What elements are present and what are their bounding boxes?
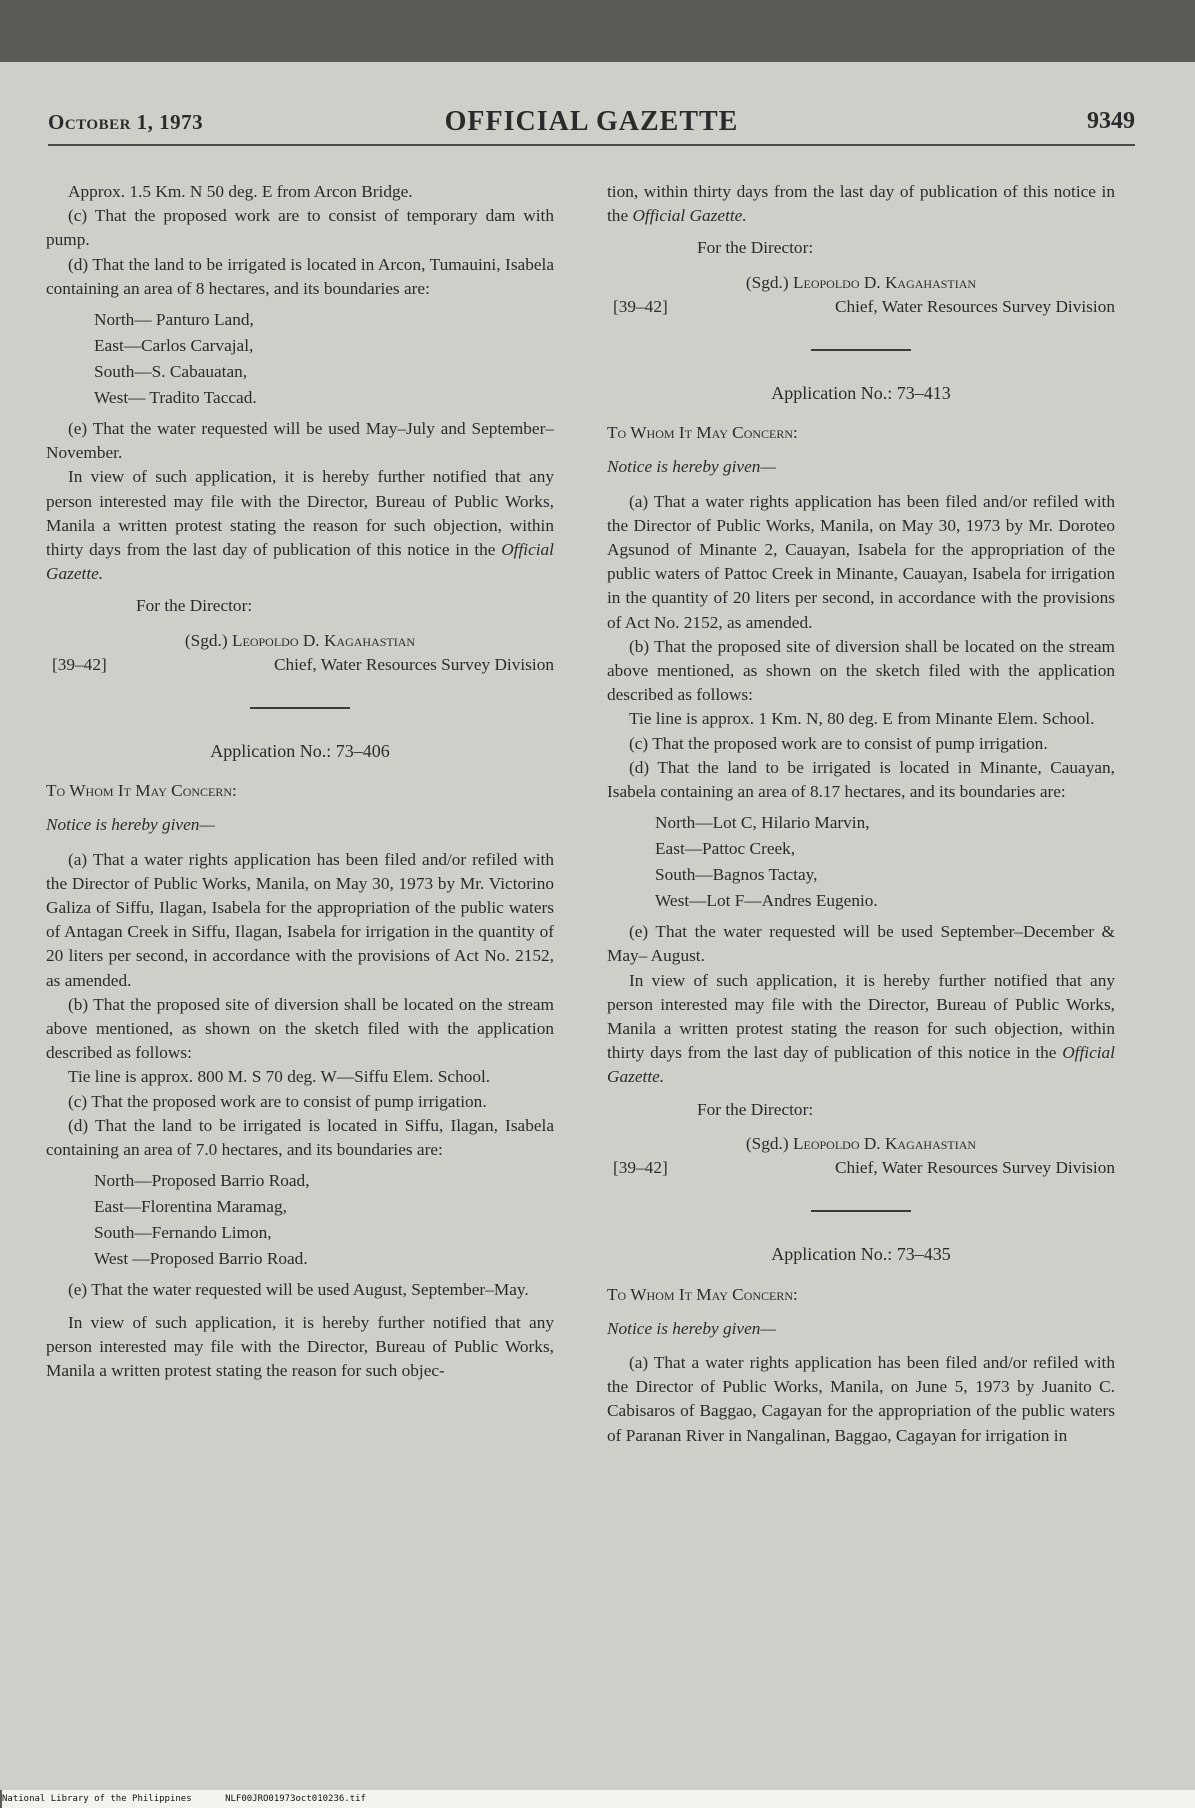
library-credit: National Library of the Philippines	[2, 1794, 192, 1804]
list-item: East—Pattoc Creek,	[655, 839, 796, 859]
scan-footer	[2, 1790, 1195, 1808]
sgd: (Sgd.)	[184, 630, 228, 650]
sgd: (Sgd.)	[745, 272, 789, 292]
boundary-list	[655, 810, 1115, 914]
signature-title-line	[46, 653, 554, 677]
list-item: North—Proposed Barrio Road,	[94, 1171, 310, 1191]
paragraph: (d) That the land to be irrigated is located in Siffu, Ilagan, Isabela containing an area of 7.0 hectares, and its boundaries are:	[46, 1115, 554, 1160]
issue-code: [39–42]	[613, 1158, 668, 1178]
for-director: For the Director:	[697, 1099, 814, 1119]
issue-code: [39–42]	[52, 654, 107, 674]
paragraph: (c) That the proposed work are to consist of pump irrigation.	[68, 1091, 487, 1111]
signatory-title: Chief, Water Resources Survey Division	[273, 654, 554, 674]
signature	[607, 271, 1115, 295]
left-column	[46, 180, 554, 1383]
list-item: South—Bagnos Tactay,	[655, 865, 818, 885]
paragraph: (c) That the proposed work are to consist of temporary dam with pump.	[46, 206, 554, 250]
paragraph: (a) That a water rights application has been filed and/or refiled with the Director of Public Works, Manila, on June 5, 1973 by Juanito C. Cabisaros of Baggao, Cagayan for the appropriation of the public waters of Paranan River in Nangalinan, Baggao, Cagayan for irrigation in	[607, 1352, 1115, 1445]
salutation: To Whom It May Concern:	[607, 423, 798, 443]
paragraph: (a) That a water rights application has been filed and/or refiled with the Director of Public Works, Manila, on May 30, 1973 by Mr. Victorino Galiza of Siffu, Ilagan, Isabela for the appropriation of the public waters of Antagan Creek in Siffu, Ilagan, Isabela for irrigation in the quantity of 20 liters per second, in accordance with the provisions of Act No. 2152, as amended.	[46, 849, 554, 990]
header-title: OFFICIAL GAZETTE	[444, 106, 739, 137]
paragraph: Tie line is approx. 1 Km. N, 80 deg. E from Minante Elem. School.	[629, 709, 1095, 729]
for-director: For the Director:	[136, 596, 253, 616]
signatory-name: Leopoldo D. Kagahastian	[231, 630, 416, 650]
paragraph: (b) That the proposed site of diversion shall be located on the stream above mentioned, as shown on the sketch filed with the application described as follows:	[46, 994, 554, 1063]
signature	[607, 1132, 1115, 1156]
file-name: NLF00JRO01973oct010236.tif	[225, 1794, 366, 1804]
list-item: East—Florentina Maramag,	[94, 1197, 287, 1217]
paragraph: (e) That the water requested will be used September–December & May– August.	[607, 922, 1115, 966]
list-item: West— Tradito Taccad.	[94, 388, 257, 408]
list-item: North— Panturo Land,	[94, 310, 254, 330]
issue-code: [39–42]	[613, 296, 668, 316]
list-item: East—Carlos Carvajal,	[94, 336, 254, 356]
section-divider	[811, 1210, 911, 1212]
signature-title-line	[607, 1156, 1115, 1180]
notice-line: Notice is hereby given—	[607, 1318, 776, 1338]
list-item: North—Lot C, Hilario Marvin,	[655, 813, 870, 833]
page-number: 9349	[1087, 108, 1135, 134]
paragraph: Approx. 1.5 Km. N 50 deg. E from Arcon Bridge.	[68, 182, 413, 201]
notice-line: Notice is hereby given—	[46, 815, 215, 835]
paragraph	[607, 180, 1115, 228]
application-number: Application No.: 73–435	[771, 1244, 951, 1265]
gazette-name: Official Gazette.	[46, 540, 554, 584]
paragraph: (a) That a water rights application has been filed and/or refiled with the Director of Public Works, Manila, on May 30, 1973 by Mr. Doroteo Agsunod of Minante 2, Cauayan, Isabela for the appropriation of the public waters of Pattoc Creek in Minante, Cauayan, Isabela for irrigation in the quantity of 20 liters per second, in accordance with the provisions of Act No. 2152, as amended.	[607, 491, 1115, 632]
paragraph	[46, 465, 554, 586]
list-item: West —Proposed Barrio Road.	[94, 1249, 308, 1269]
signatory-title: Chief, Water Resources Survey Division	[834, 296, 1115, 316]
paragraph: Tie line is approx. 800 M. S 70 deg. W—Siffu Elem. School.	[68, 1067, 491, 1087]
gazette-name: Official Gazette.	[632, 206, 747, 226]
paragraph: (d) That the land to be irrigated is located in Arcon, Tumauini, Isabela containing an area of 8 hectares, and its boundaries are:	[46, 254, 554, 298]
paragraph-text: In view of such application, it is hereby further notified that any person interested may file with the Director, Bureau of Public Works, Manila a written protest stating the reason for such objection, within thirty days from the last day of publication of this notice in the	[607, 970, 1115, 1063]
notice-line: Notice is hereby given—	[607, 457, 776, 477]
paragraph: (c) That the proposed work are to consist of pump irrigation.	[629, 733, 1048, 753]
paragraph: (e) That the water requested will be used May–July and September–November.	[46, 419, 554, 463]
signatory-name: Leopoldo D. Kagahastian	[792, 272, 977, 292]
list-item: South—Fernando Limon,	[94, 1223, 272, 1243]
signatory-title: Chief, Water Resources Survey Division	[834, 1158, 1115, 1178]
boundary-list	[94, 307, 554, 411]
paragraph: (b) That the proposed site of diversion shall be located on the stream above mentioned, as shown on the sketch filed with the application described as follows:	[607, 636, 1115, 705]
paragraph: (e) That the water requested will be used August, September–May.	[68, 1280, 529, 1300]
list-item: South—S. Cabauatan,	[94, 362, 248, 382]
paragraph-text: In view of such application, it is hereby further notified that any person interested may file with the Director, Bureau of Public Works, Manila a written protest stating the reason for such objection, within thirty days from the last day of publication of this notice in the	[46, 467, 554, 560]
application-number: Application No.: 73–406	[210, 741, 390, 762]
section-divider	[811, 349, 911, 351]
paragraph: In view of such application, it is hereby further notified that any person interested may file with the Director, Bureau of Public Works, Manila a written protest stating the reason for such objec-	[46, 1312, 554, 1380]
paragraph	[607, 969, 1115, 1090]
salutation: To Whom It May Concern:	[607, 1284, 798, 1304]
application-number: Application No.: 73–413	[771, 383, 951, 404]
page-header	[48, 104, 1135, 146]
gazette-name: Official Gazette.	[607, 1043, 1115, 1087]
list-item: West—Lot F—Andres Eugenio.	[655, 891, 878, 911]
right-column	[607, 180, 1115, 1448]
salutation: To Whom It May Concern:	[46, 781, 237, 801]
signatory-name: Leopoldo D. Kagahastian	[792, 1133, 977, 1153]
boundary-list	[94, 1168, 554, 1272]
header-date: October 1, 1973	[48, 110, 204, 134]
sgd: (Sgd.)	[745, 1133, 789, 1153]
paragraph-text: tion, within thirty days from the last day of publication of this notice in the	[607, 182, 1115, 226]
signature-title-line	[607, 295, 1115, 319]
paragraph: (d) That the land to be irrigated is located in Minante, Cauayan, Isabela containing an area of 8.17 hectares, and its boundaries are:	[607, 757, 1115, 802]
for-director: For the Director:	[697, 238, 814, 258]
gazette-page	[0, 62, 1195, 1790]
section-divider	[250, 707, 350, 709]
signature	[46, 629, 554, 653]
